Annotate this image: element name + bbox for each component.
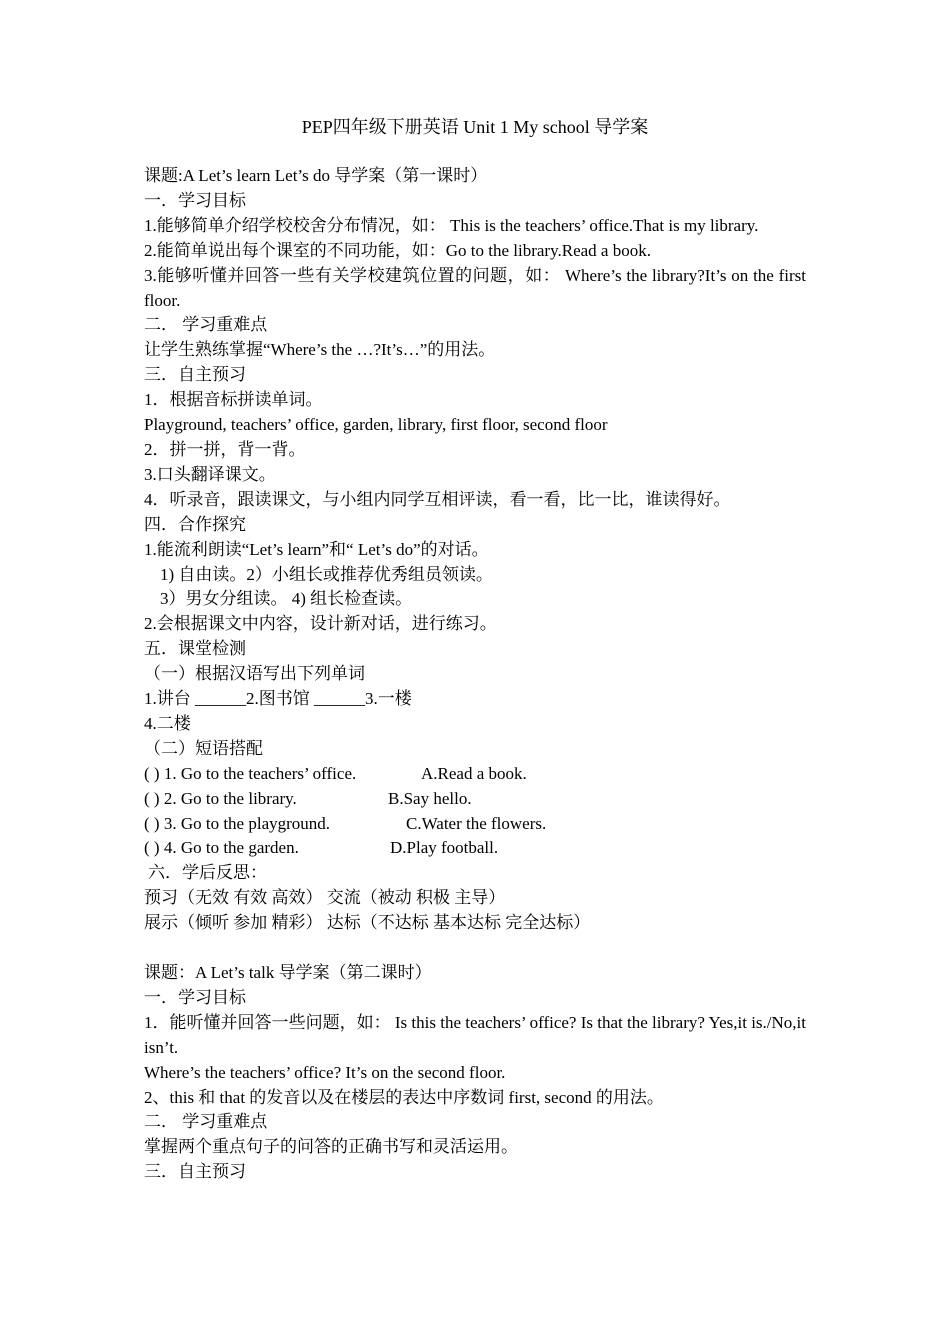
- lesson1-section5-title: 五．课堂检测: [144, 639, 246, 659]
- lesson2-heading: 课题：A Let’s talk 导学案（第二课时）: [144, 962, 432, 982]
- lesson1-section2-title: 二． 学习重难点: [144, 315, 268, 335]
- lesson1-explore-2: 2.会根据课文中内容，设计新对话，进行练习。: [144, 614, 497, 634]
- lesson1-preview-1: 1．根据音标拼读单词。: [144, 390, 323, 410]
- lesson1-test-words-line2: 4.二楼: [144, 713, 191, 733]
- lesson1-reflection-2: 展示（倾听 参加 精彩） 达标（不达标 基本达标 完全达标）: [144, 913, 591, 933]
- matching-left: ( ) 3. Go to the playground.: [144, 813, 331, 833]
- matching-right: C.Water the flowers.: [406, 813, 547, 833]
- lesson1-objective-3: 3.能够听懂并回答一些有关学校建筑位置的问题，如： Where’s the library?It’s on the first floor.: [144, 265, 806, 310]
- lesson1-preview-4: 4．听录音，跟读课文，与小组内同学互相评读，看一看，比一比，谁读得好。: [144, 489, 731, 509]
- lesson1-test-words-line1: 1.讲台 ______2.图书馆 ______3.一楼: [144, 689, 412, 709]
- matching-row: [144, 762, 806, 787]
- matching-row: [144, 812, 806, 837]
- lesson1-preview-2: 2．拼一拼，背一背。: [144, 439, 306, 459]
- lesson1-vocabulary: Playground, teachers’ office, garden, library, first floor, second floor: [144, 415, 608, 435]
- lesson2-objective-1: 1．能听懂并回答一些问题，如： Is this the teachers’ office? Is that the library? Yes,it is./No,it isn’t.: [144, 1012, 806, 1057]
- lesson2-section1-title: 一．学习目标: [144, 987, 246, 1007]
- matching-right: B.Say hello.: [388, 788, 472, 808]
- lesson1-section6-title: 六．学后反思：: [148, 863, 267, 883]
- lesson1-explore-1a: 1) 自由读。2）小组长或推荐优秀组员领读。: [160, 564, 493, 584]
- lesson1-section1-title: 一．学习目标: [144, 190, 246, 210]
- lesson1-test-sub1: （一）根据汉语写出下列单词: [144, 664, 365, 684]
- lesson2-section3-title: 三．自主预习: [144, 1162, 246, 1182]
- lesson1-objective-1: 1.能够简单介绍学校校舍分布情况，如： This is the teachers’ office.That is my library.: [144, 215, 759, 235]
- lesson1-section4-title: 四．合作探究: [144, 514, 246, 534]
- document-title: PEP四年级下册英语 Unit 1 My school 导学案: [301, 117, 649, 137]
- lesson1-heading: 课题:A Let’s learn Let’s do 导学案（第一课时）: [144, 166, 488, 185]
- lesson1-key-point: 让学生熟练掌握“Where’s the …?It’s…”的用法。: [144, 340, 496, 360]
- lesson2-key-point: 掌握两个重点句子的问答的正确书写和灵活运用。: [144, 1137, 518, 1157]
- matching-row: [144, 787, 806, 812]
- matching-left: ( ) 1. Go to the teachers’ office.: [144, 763, 357, 783]
- lesson1-explore-1: 1.能流利朗读“Let’s learn”和“ Let’s do”的对话。: [144, 539, 489, 559]
- lesson1-section3-title: 三．自主预习: [144, 365, 246, 385]
- document-body: [144, 164, 806, 1185]
- lesson1-preview-3: 3.口头翻译课文。: [144, 464, 276, 484]
- matching-right: D.Play football.: [390, 838, 499, 858]
- lesson1-explore-1b: 3）男女分组读。 4) 组长检查读。: [160, 589, 413, 609]
- matching-left: ( ) 2. Go to the library.: [144, 788, 297, 808]
- lesson1-test-sub2: （二）短语搭配: [144, 738, 263, 758]
- matching-right: A.Read a book.: [421, 763, 527, 783]
- lesson1-reflection-1: 预习（无效 有效 高效） 交流（被动 积极 主导）: [144, 888, 506, 908]
- lesson2-objective-1b: Where’s the teachers’ office? It’s on the second floor.: [144, 1062, 506, 1082]
- spacer: [144, 936, 806, 961]
- matching-left: ( ) 4. Go to the garden.: [144, 838, 299, 858]
- lesson2-section2-title: 二． 学习重难点: [144, 1112, 268, 1132]
- lesson2-objective-2: 2、this 和 that 的发音以及在楼层的表达中序数词 first, second 的用法。: [144, 1087, 664, 1107]
- lesson1-objective-2: 2.能简单说出每个课室的不同功能，如：Go to the library.Read a book.: [144, 240, 651, 260]
- matching-row: [144, 836, 806, 861]
